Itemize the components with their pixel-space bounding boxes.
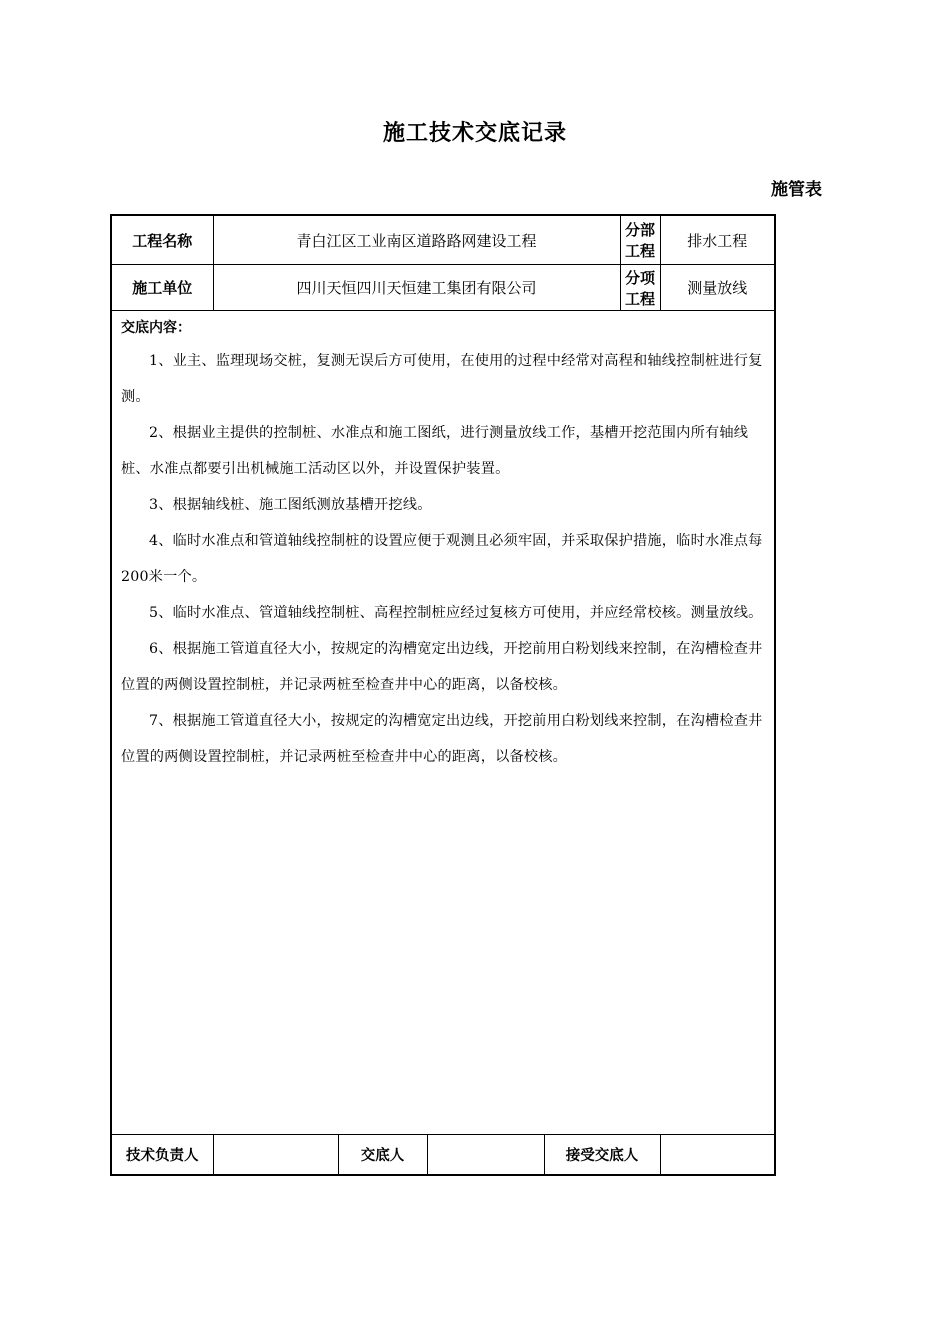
tech-lead-field[interactable] xyxy=(213,1135,338,1176)
content-paragraph-4: 4、临时水准点和管道轴线控制桩的设置应便于观测且必须牢固，并采取保护措施，临时水准点每200米一个。 xyxy=(121,533,763,585)
receiver-label: 接受交底人 xyxy=(544,1135,660,1176)
contractor-label: 施工单位 xyxy=(111,265,213,311)
project-name-label: 工程名称 xyxy=(111,215,213,265)
form-code: 施管表 xyxy=(771,180,822,200)
subitem-value[interactable]: 测量放线 xyxy=(660,265,775,311)
content-paragraph-3: 3、根据轴线桩、施工图纸测放基槽开挖线。 xyxy=(149,497,432,513)
division-label: 分部工程 xyxy=(620,215,660,265)
content-row xyxy=(111,311,775,1135)
discloser-label: 交底人 xyxy=(338,1135,427,1176)
signature-row xyxy=(111,1135,775,1176)
content-heading: 交底内容： xyxy=(121,320,191,336)
division-value[interactable]: 排水工程 xyxy=(660,215,775,265)
header-row-project xyxy=(111,215,775,265)
content-paragraph-1: 1、业主、监理现场交桩，复测无误后方可使用，在使用的过程中经常对高程和轴线控制桩进行复测。 xyxy=(121,353,763,405)
discloser-field[interactable] xyxy=(427,1135,544,1176)
subitem-label: 分项工程 xyxy=(620,265,660,311)
document-title: 施工技术交底记录 xyxy=(382,121,567,146)
content-paragraph-6: 6、根据施工管道直径大小，按规定的沟槽宽定出边线，开挖前用白粉划线来控制，在沟槽检查井位置的两侧设置控制桩，并记录两桩至检查井中心的距离，以备校核。 xyxy=(121,641,763,693)
disclosure-content[interactable] xyxy=(111,311,775,1135)
contractor-value[interactable]: 四川天恒四川天恒建工集团有限公司 xyxy=(213,265,620,311)
content-paragraph-5: 5、临时水准点、管道轴线控制桩、高程控制桩应经过复核方可使用，并应经常校核。测量放线。 xyxy=(149,605,763,621)
project-name-value[interactable]: 青白江区工业南区道路路网建设工程 xyxy=(213,215,620,265)
tech-lead-label: 技术负责人 xyxy=(111,1135,213,1176)
content-paragraph-7: 7、根据施工管道直径大小，按规定的沟槽宽定出边线，开挖前用白粉划线来控制，在沟槽检查井位置的两侧设置控制桩，并记录两桩至检查井中心的距离，以备校核。 xyxy=(121,713,763,765)
header-row-contractor xyxy=(111,265,775,311)
receiver-field[interactable] xyxy=(660,1135,775,1176)
content-paragraph-2: 2、根据业主提供的控制桩、水准点和施工图纸，进行测量放线工作，基槽开挖范围内所有轴线桩、水准点都要引出机械施工活动区以外，并设置保护装置。 xyxy=(121,425,749,477)
disclosure-record-table xyxy=(110,214,776,1176)
